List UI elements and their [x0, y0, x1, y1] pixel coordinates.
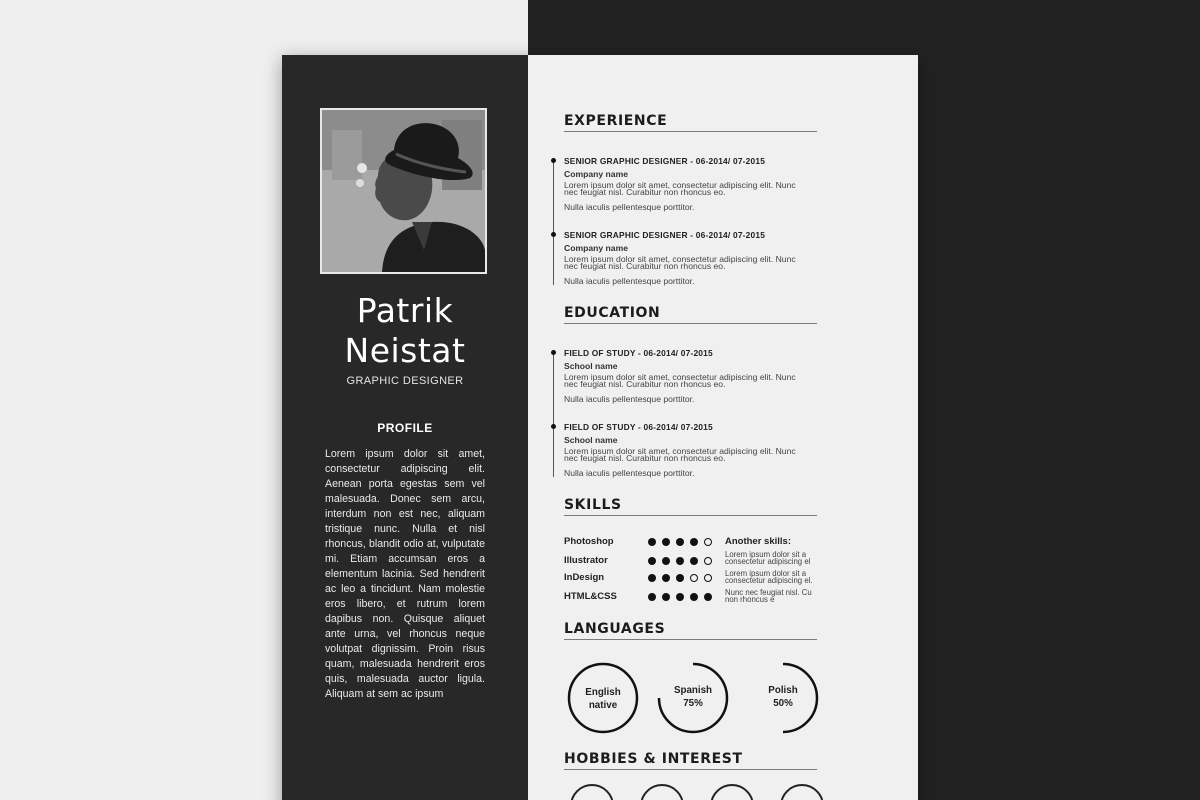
rating-dot-filled [676, 557, 684, 565]
rating-dot-filled [648, 557, 656, 565]
profile-heading: PROFILE [377, 421, 433, 435]
rating-dot-empty [704, 557, 712, 565]
rating-dot-filled [676, 538, 684, 546]
experience-heading: EXPERIENCE [564, 113, 668, 129]
timeline-dot [551, 424, 556, 429]
education-heading: EDUCATION [564, 305, 661, 321]
other-skill-item: Lorem ipsum dolor sit a consectetur adipiscing el [725, 550, 811, 566]
rating-dot-filled [662, 538, 670, 546]
education-rule [564, 323, 817, 324]
rating-dot-filled [704, 593, 712, 601]
education-1-desc: Lorem ipsum dolor sit amet, consectetur adipiscing elit. Nunc nec feugiat nisl. Curabitur non rhoncus eo. [564, 372, 796, 389]
skill-name: InDesign [564, 572, 605, 583]
skill-name: Photoshop [564, 536, 614, 547]
rating-dot-empty [690, 574, 698, 582]
timeline-dot [551, 350, 556, 355]
education-timeline [553, 352, 554, 477]
timeline-dot [551, 232, 556, 237]
experience-2-title: SENIOR GRAPHIC DESIGNER - 06-2014/ 07-2015 [564, 230, 766, 240]
language-level: 75% [683, 698, 703, 709]
languages-rule [564, 639, 817, 640]
language-label [747, 684, 819, 710]
language-name: English [585, 687, 621, 698]
rating-dot-filled [676, 593, 684, 601]
education-2-school: School name [564, 435, 618, 445]
resume-sheet [282, 55, 918, 800]
rating-dot-filled [690, 593, 698, 601]
other-skills-title: Another skills: [725, 536, 791, 547]
language-level: native [588, 700, 618, 711]
education-2-note: Nulla iaculis pellentesque porttitor. [564, 468, 695, 478]
skills-heading: SKILLS [564, 497, 622, 513]
education-2-desc: Lorem ipsum dolor sit amet, consectetur adipiscing elit. Nunc nec feugiat nisl. Curabitur non rhoncus eo. [564, 446, 796, 463]
language-label [567, 686, 639, 712]
rating-dot-filled [690, 538, 698, 546]
experience-2-desc: Lorem ipsum dolor sit amet, consectetur adipiscing elit. Nunc nec feugiat nisl. Curabitur non rhoncus eo. [564, 254, 796, 271]
timeline-dot [551, 158, 556, 163]
rating-dot-filled [662, 574, 670, 582]
name-last: Neistat [344, 331, 466, 370]
experience-1-desc: Lorem ipsum dolor sit amet, consectetur adipiscing elit. Nunc nec feugiat nisl. Curabitur non rhoncus eo. [564, 180, 796, 197]
portrait-illustration [322, 110, 485, 272]
hobby-icon [710, 784, 754, 800]
education-1-school: School name [564, 361, 618, 371]
profile-photo [320, 108, 487, 274]
experience-1-company: Company name [564, 169, 628, 179]
language-name: Spanish [673, 685, 713, 696]
language-label [657, 684, 729, 710]
skill-name: Illustrator [564, 555, 608, 566]
experience-2-company: Company name [564, 243, 628, 253]
hobbies-heading: HOBBIES & INTEREST [564, 751, 743, 767]
rating-dot-empty [704, 574, 712, 582]
rating-dot-empty [704, 538, 712, 546]
rating-dot-filled [648, 593, 656, 601]
hobby-icon [570, 784, 614, 800]
content-panel [528, 55, 918, 800]
education-1-note: Nulla iaculis pellentesque porttitor. [564, 394, 695, 404]
experience-rule [564, 131, 817, 132]
language-name: Polish [768, 685, 798, 696]
experience-timeline [553, 160, 554, 285]
other-skill-item: Nunc nec feugiat nisl. Cu non rhoncus e [725, 588, 812, 604]
profile-text: Lorem ipsum dolor sit amet, consectetur adipiscing elit. Aenean porta egestas sem vel malesuada. Donec sem arcu, interdum non est nec, aliquam tristique nunc. Nulla et nisl rhoncus, blandit odio at, vulputate mi. Etiam accumsan eros a elementum lacinia. Sed hendrerit ac leo a tincidunt. Nam molestie eros libero, et rutrum lorem dapibus non. Quisque aliquet ante urna, vel rhoncus neque volutpat dignissim. Proin risus quam, malesuada hendrerit eros quis, malesuada auctor ligula. Aliquam at sem ac ipsum [325, 448, 485, 700]
education-1-title: FIELD OF STUDY - 06-2014/ 07-2015 [564, 348, 713, 358]
language-level: 50% [773, 698, 793, 709]
experience-1-title: SENIOR GRAPHIC DESIGNER - 06-2014/ 07-2015 [564, 156, 766, 166]
experience-2-note: Nulla iaculis pellentesque porttitor. [564, 276, 695, 286]
skill-name: HTML&CSS [564, 591, 617, 602]
job-role: GRAPHIC DESIGNER [346, 375, 464, 387]
sidebar-panel [282, 55, 528, 800]
name-first: Patrik [356, 291, 454, 330]
experience-1-note: Nulla iaculis pellentesque porttitor. [564, 202, 695, 212]
rating-dot-filled [662, 593, 670, 601]
skills-rule [564, 515, 817, 516]
education-2-title: FIELD OF STUDY - 06-2014/ 07-2015 [564, 422, 713, 432]
rating-dot-filled [676, 574, 684, 582]
rating-dot-filled [662, 557, 670, 565]
hobbies-rule [564, 769, 817, 770]
other-skill-item: Lorem ipsum dolor sit a consectetur adipiscing el. [725, 569, 813, 585]
hobby-icon [780, 784, 824, 800]
rating-dot-filled [648, 538, 656, 546]
languages-heading: LANGUAGES [564, 621, 666, 637]
rating-dot-filled [690, 557, 698, 565]
hobby-icon [640, 784, 684, 800]
rating-dot-filled [648, 574, 656, 582]
